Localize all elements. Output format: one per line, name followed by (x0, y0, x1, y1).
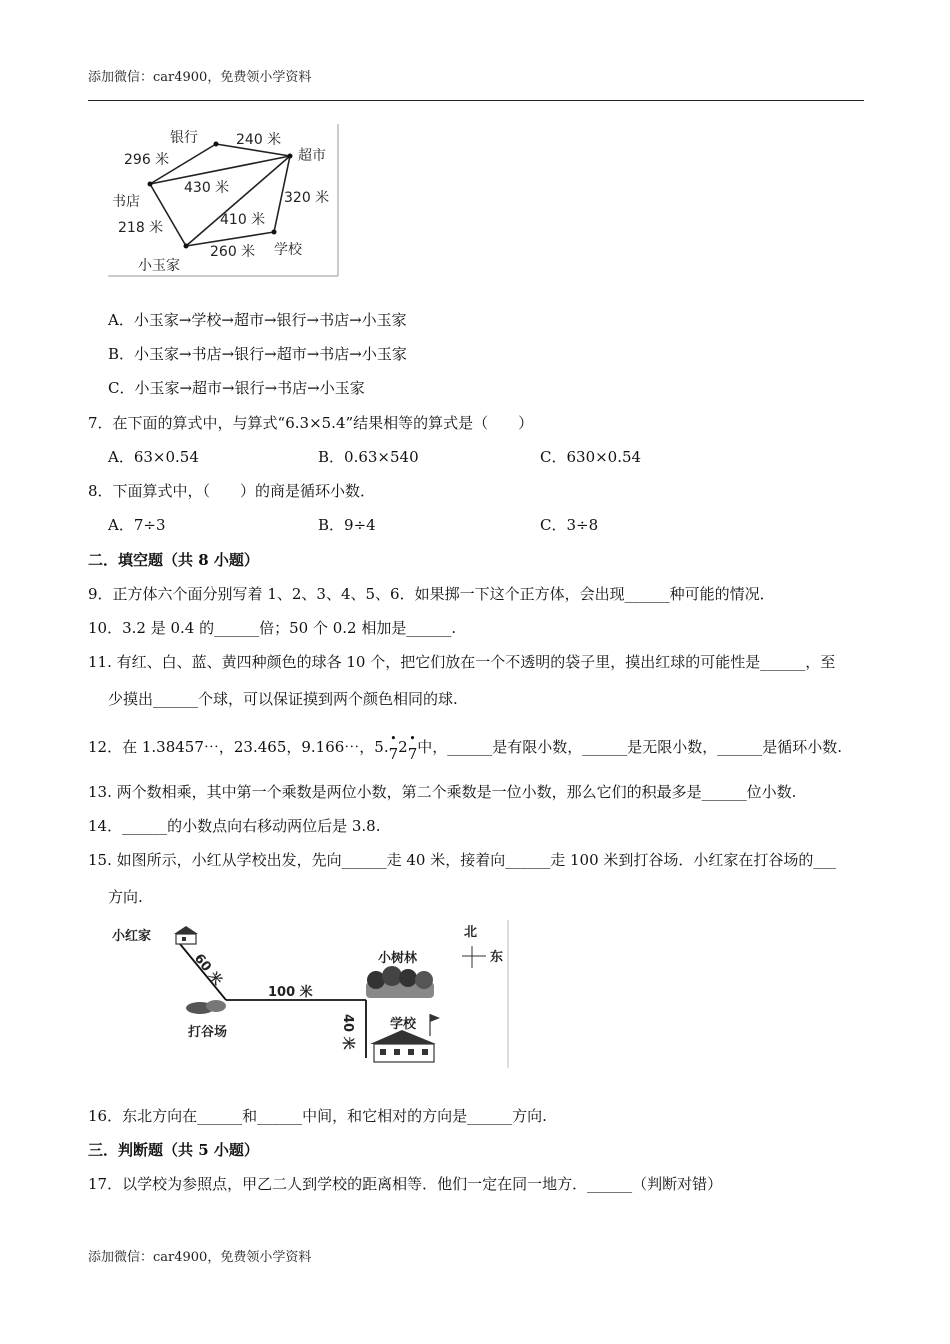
label-threshing-field: 打谷场 (188, 1025, 228, 1040)
q16-question: 16．东北方向在______和______中间，和它相对的方向是______方向. (88, 1107, 547, 1125)
q12-fraction-1-dot: • (390, 732, 397, 745)
label-60m: 60 米 (190, 951, 225, 989)
house-icon (174, 926, 198, 944)
bank-point (214, 142, 219, 147)
q12-fraction-1-den: 7 (388, 745, 399, 763)
label-100m: 100 米 (268, 985, 313, 1000)
q12-fraction-2-den: 7 (407, 745, 418, 763)
header-divider (88, 100, 864, 101)
q7-option-c: C．630×0.54 (540, 448, 642, 466)
label-east: 东 (490, 950, 504, 965)
route-map-figure (104, 122, 340, 280)
grove-icon (366, 966, 434, 998)
q10-question: 10．3.2 是 0.4 的______倍；50 个 0.2 相加是______. (88, 619, 457, 637)
q7-option-b: B．0.63×540 (318, 448, 419, 466)
label-home: 小玉家 (138, 258, 180, 274)
q14-question: 14．______的小数点向右移动两位后是 3.8. (88, 817, 381, 835)
q12-question (88, 730, 842, 764)
compass-icon (462, 946, 486, 968)
q11-question-line2: 少摸出______个球，可以保证摸到两个颜色相同的球. (108, 690, 458, 708)
q6-option-a: A．小玉家→学校→超市→银行→书店→小玉家 (108, 311, 407, 329)
q12-fraction-2 (408, 733, 418, 763)
q8-question: 8．下面算式中，（ ）的商是循环小数． (88, 482, 376, 500)
label-218: 218 米 (118, 220, 164, 236)
label-410: 410 米 (220, 212, 266, 228)
q9-question: 9．正方体六个面分别写着 1、2、3、4、5、6．如果掷一下这个正方体，会出现______种可能的情况． (88, 585, 775, 603)
label-school: 学校 (390, 1017, 417, 1032)
q8-option-a: A．7÷3 (108, 516, 166, 534)
page-header: 添加微信：car4900，免费领小学资料 (88, 70, 312, 85)
bookstore-point (148, 182, 153, 187)
q12-prefix: 12．在 1.38457⋯，23.465，9.166⋯，5. (88, 738, 389, 756)
q7-question: 7．在下面的算式中，与算式“6.3×5.4”结果相等的算式是（ ） (88, 414, 534, 432)
section-3-title: 三．判断题（共 5 小题） (88, 1141, 259, 1159)
q8-option-c: C．3÷8 (540, 516, 599, 534)
q15-question-line2: 方向. (108, 888, 143, 906)
q11-question-line1: 11. 有红、白、蓝、黄四种颜色的球各 10 个，把它们放在一个不透明的袋子里，摸出红球的可能性是______，至 (88, 653, 836, 671)
label-430: 430 米 (184, 180, 230, 196)
home-point (184, 244, 189, 249)
label-320: 320 米 (284, 190, 330, 206)
page-footer: 添加微信：car4900，免费领小学资料 (88, 1250, 312, 1265)
q12-mid: 2 (398, 738, 408, 756)
label-40m: 40 米 (340, 1014, 355, 1050)
threshing-field-icon (186, 1000, 226, 1014)
market-point (288, 154, 293, 159)
q7-option-a: A．63×0.54 (108, 448, 199, 466)
q8-option-b: B．9÷4 (318, 516, 376, 534)
label-school: 学校 (274, 242, 302, 258)
label-296: 296 米 (124, 152, 170, 168)
q6-option-c: C．小玉家→超市→银行→书店→小玉家 (108, 379, 365, 397)
q6-option-b: B．小玉家→书店→银行→超市→书店→小玉家 (108, 345, 407, 363)
section-2-title: 二．填空题（共 8 小题） (88, 551, 259, 569)
q12-suffix: 中，______是有限小数，______是无限小数，______是循环小数. (417, 738, 843, 756)
label-bank: 银行 (170, 130, 198, 146)
q12-fraction-2-dot: • (409, 732, 416, 745)
label-260: 260 米 (210, 244, 256, 260)
label-240: 240 米 (236, 132, 282, 148)
label-grove: 小树林 (378, 951, 418, 966)
q13-question: 13. 两个数相乘，其中第一个乘数是两位小数，第二个乘数是一位小数，那么它们的积最多是______位小数. (88, 783, 797, 801)
label-north: 北 (464, 925, 478, 940)
direction-map-figure (104, 918, 510, 1070)
label-market: 超市 (298, 148, 326, 164)
label-bookstore: 书店 (112, 194, 140, 210)
q12-fraction-1 (389, 733, 399, 763)
school-point (272, 230, 277, 235)
q17-question: 17．以学校为参照点，甲乙二人到学校的距离相等．他们一定在同一地方．______（判断对错） (88, 1175, 723, 1193)
q15-question-line1: 15. 如图所示，小红从学校出发，先向______走 40 米，接着向______走 100 米到打谷场．小红家在打谷场的___ (88, 851, 836, 869)
label-xiaohong-home: 小红家 (112, 929, 152, 944)
